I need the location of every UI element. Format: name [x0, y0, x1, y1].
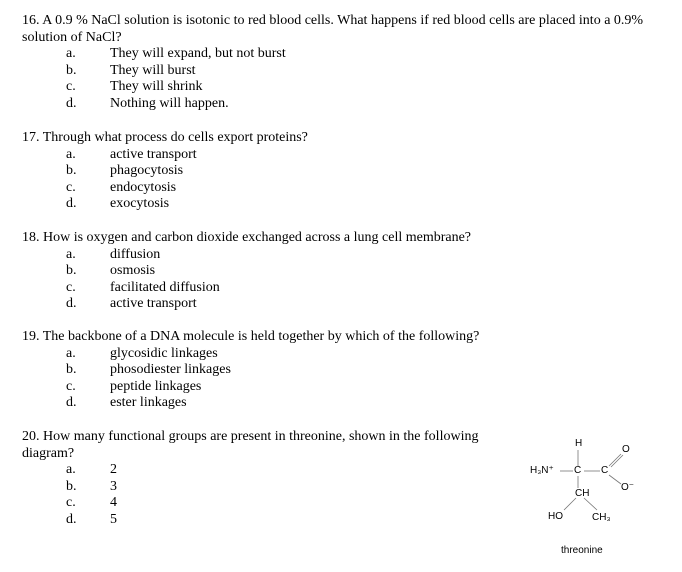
option-letter: d.	[66, 511, 77, 527]
option-letter: a.	[66, 462, 76, 478]
option-letter: c.	[66, 179, 76, 195]
option-letter: d.	[66, 196, 77, 212]
question-17	[22, 130, 502, 213]
atom-h: H	[575, 438, 583, 449]
question-20	[22, 429, 502, 529]
option-b	[22, 362, 582, 379]
option-text: glycosidic linkages	[110, 345, 218, 361]
option-letter: a.	[66, 345, 76, 361]
option-letter: b.	[66, 478, 77, 494]
question-stem: 16. A 0.9 % NaCl solution is isotonic to red blood cells. What happens if red blood cells are placed into a 0.9% solution of NaCl?	[22, 13, 644, 45]
question-stem: 17. Through what process do cells export proteins?	[22, 130, 308, 145]
option-letter: c.	[66, 495, 76, 511]
option-text: active transport	[110, 296, 197, 312]
option-c	[22, 79, 502, 96]
question-stem: 19. The backbone of a DNA molecule is held together by which of the following?	[22, 329, 480, 344]
option-text: Nothing will happen.	[110, 95, 229, 111]
option-letter: b.	[66, 62, 77, 78]
option-text: They will shrink	[110, 79, 203, 95]
option-text: active transport	[110, 146, 197, 162]
atom-ch3: CH₃	[592, 512, 611, 523]
question-stem: 20. How many functional groups are present in threonine, shown in the following diagram?	[22, 429, 479, 461]
option-d	[22, 512, 502, 529]
option-letter: c.	[66, 279, 76, 295]
option-text: peptide linkages	[110, 378, 202, 394]
option-letter: a.	[66, 146, 76, 162]
option-b	[22, 63, 502, 80]
option-b	[22, 163, 502, 180]
option-text: 4	[110, 495, 117, 511]
option-letter: d.	[66, 296, 77, 312]
option-c	[22, 180, 502, 197]
option-c	[22, 280, 582, 297]
atom-ho: HO	[548, 511, 563, 522]
option-b	[22, 479, 502, 496]
option-letter: b.	[66, 362, 77, 378]
option-text: phagocytosis	[110, 163, 184, 179]
atom-ch: CH	[575, 488, 590, 499]
option-letter: c.	[66, 79, 76, 95]
option-text: osmosis	[110, 263, 156, 279]
option-letter: a.	[66, 46, 76, 62]
option-a	[22, 462, 502, 479]
option-text: 2	[110, 462, 117, 478]
option-text: 5	[110, 511, 117, 527]
atom-c-alpha: C	[574, 465, 582, 476]
option-d	[22, 296, 582, 313]
option-d	[22, 395, 582, 412]
option-c	[22, 495, 502, 512]
option-text: phosodiester linkages	[110, 362, 231, 378]
question-19	[22, 329, 582, 412]
option-text: They will expand, but not burst	[110, 46, 286, 62]
option-d	[22, 96, 502, 113]
atom-o-double: O	[622, 444, 630, 455]
option-b	[22, 263, 582, 280]
threonine-structure-diagram	[520, 430, 680, 570]
atom-o-minus: O⁻	[621, 482, 635, 493]
atom-c-carboxyl: C	[601, 465, 609, 476]
option-text: They will burst	[110, 62, 196, 78]
option-text: facilitated diffusion	[110, 279, 220, 295]
option-letter: b.	[66, 163, 77, 179]
option-c	[22, 379, 582, 396]
option-text: diffusion	[110, 246, 161, 262]
option-letter: d.	[66, 395, 77, 411]
option-a	[22, 46, 502, 63]
option-text: ester linkages	[110, 395, 187, 411]
option-text: endocytosis	[110, 179, 177, 195]
option-letter: c.	[66, 378, 76, 394]
option-d	[22, 196, 502, 213]
question-stem: 18. How is oxygen and carbon dioxide exchanged across a lung cell membrane?	[22, 230, 472, 245]
option-letter: a.	[66, 246, 76, 262]
diagram-caption: threonine	[561, 545, 603, 556]
option-letter: b.	[66, 263, 77, 279]
option-text: 3	[110, 478, 117, 494]
option-letter: d.	[66, 95, 77, 111]
atom-amine: H₃N⁺	[530, 465, 554, 476]
option-a	[22, 247, 582, 264]
option-text: exocytosis	[110, 196, 170, 212]
question-16	[22, 13, 644, 113]
question-18	[22, 230, 582, 313]
option-a	[22, 346, 582, 363]
option-a	[22, 147, 502, 164]
